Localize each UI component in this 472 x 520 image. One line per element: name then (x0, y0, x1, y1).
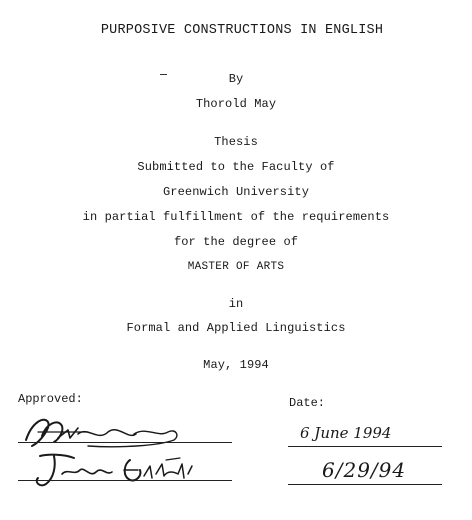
submitted-line: Submitted to the Faculty of (137, 160, 335, 174)
by-line: By (228, 72, 244, 86)
thesis-label: Thesis (214, 135, 258, 149)
date-line-2 (288, 484, 442, 485)
in-line: in (228, 297, 244, 311)
author-name: Thorold May (195, 97, 277, 111)
thesis-title: PURPOSIVE CONSTRUCTIONS IN ENGLISH (100, 23, 384, 38)
signature-line-1 (18, 442, 232, 443)
approval-date-2: 6/29/94 (322, 458, 407, 482)
signature-1 (18, 412, 198, 452)
date-label: Date: (289, 396, 326, 410)
signature-line-2 (18, 480, 232, 481)
university-name: Greenwich University (162, 185, 310, 199)
partial-fulfillment-line: in partial fulfillment of the requirements (82, 210, 390, 224)
submission-date: May, 1994 (203, 358, 269, 372)
degree-name: MASTER OF ARTS (187, 261, 285, 273)
field-of-study: Formal and Applied Linguistics (126, 321, 346, 335)
degree-for-line: for the degree of (173, 235, 299, 249)
approved-label: Approved: (18, 392, 83, 406)
date-line-1 (288, 446, 442, 447)
signature-2 (18, 450, 218, 490)
approval-date-1: 6 June 1994 (300, 424, 392, 442)
